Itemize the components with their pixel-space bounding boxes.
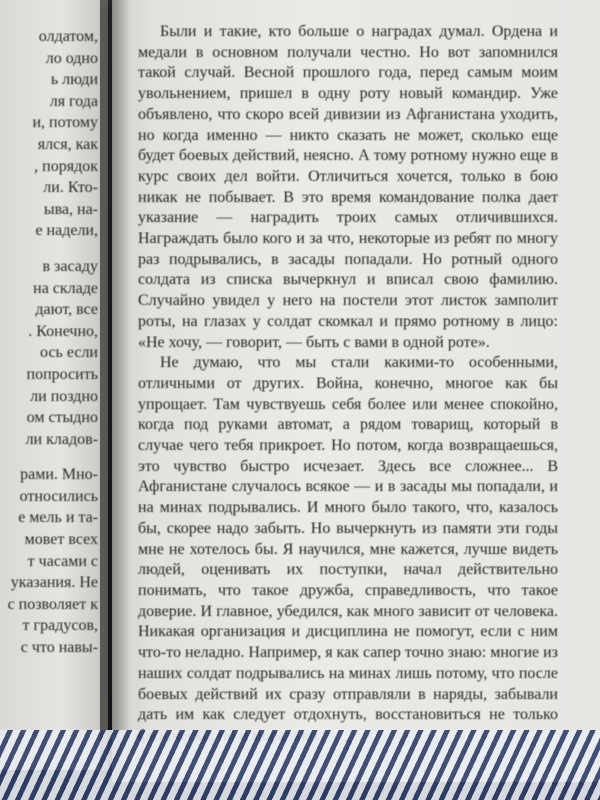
left-page-line: дают, все	[35, 301, 98, 319]
left-page-line: в засаду	[42, 257, 98, 275]
left-page-line: ялся, как	[37, 135, 98, 153]
left-page-line: е мель и та-	[18, 509, 98, 527]
left-page-line: ом стыдно	[26, 409, 98, 427]
left-page-line: ыва, на-	[43, 200, 98, 218]
left-page-line: т градусов,	[22, 617, 98, 635]
left-page-line	[0, 242, 98, 256]
left-page-text	[0, 26, 98, 659]
left-page-line: и, потому	[32, 114, 98, 132]
left-page-line: с позволяет к	[7, 595, 98, 613]
page-body	[138, 22, 558, 747]
left-page-line: ло одно	[45, 49, 98, 67]
book-spine-shadow	[100, 0, 130, 780]
left-page-line: указания. Не	[10, 574, 98, 592]
left-page-line: , порядок	[34, 157, 98, 175]
left-page-line: т часами с	[27, 552, 98, 570]
right-page	[112, 0, 600, 782]
left-page-line: ля года	[49, 92, 98, 110]
paragraph: Не думаю, что мы стали какими-то особенными, отличными от других. Война, конечно, многое как бы упрощает. Там чувствуешь себя более или менее спокойно, когда под руками автомат, а рядом товарищ, который в случае чего тебя прикроет. Но потом, когда возвращаешься, это чувство быстро исчезает. Здесь все сложнее... В Афганистане случалось всякое — и в засады мы попадали, и на минах подрывались. И много было такого, что, казалось бы, скорее надо забыть. Но вычеркнуть из памяти эти годы мне не хотелось бы. Я научился, мне кажется, лучше видеть людей, оценивать их поступки, начал действительно понимать, что такое дружба, справедливость, что такое доверие. И главное, убедился, как много зависит от человека. Никакая организация и дисциплина не помогут, если с ним что-то неладно. Например, я как сапер точно знаю: многие из наших солдат подрывались на минах лишь потому, что после боевых действий их сразу отправляли в наряды, забывали дать им как следует отдохнуть, восстановиться не только	[138, 354, 558, 724]
left-page-line: с что навы-	[20, 639, 98, 657]
striped-cloth	[0, 730, 600, 800]
left-page-line: ли кладов-	[25, 430, 98, 448]
left-page-line: на складе	[33, 279, 98, 297]
left-page-line: относились	[19, 487, 98, 505]
left-page-line: олдатом,	[38, 28, 98, 45]
paragraph: Были и такие, кто больше о наградах думал. Ордена и медали в основном получали честно. Но вот запомнился такой случай. Весной прошлого года, перед самым моим увольнением, пришел в одну роту новый командир. Уже объявлено, что скоро всей дивизии из Афганистана уходить, но когда именно — никто сказать не может, сколько еще будет боевых действий, неясно. А тому ротному нужно еще в курс своих дел войти. Отличиться хочется, только в бою никак не побывает. В это время командование полка дает указание — наградить троих самых отличившихся. Награждать было кого и за что, некоторые из ребят по многу раз подрывались, в засады попадали. Но ротный одного солдата из списка вычеркнул и вписал свою фамилию. Случайно увидел у него на постели этот листок замполит роты, на глазах у солдат скомкал и прямо ротному в лицо: «Не хочу, — говорит, — быть с вами в одной роте».	[138, 23, 558, 351]
left-page	[0, 0, 108, 770]
left-page-line: ли поздно	[30, 387, 98, 405]
left-page-line	[0, 450, 98, 464]
left-page-line: рами. Мно-	[20, 466, 98, 484]
left-page-line: е надели,	[35, 222, 98, 240]
left-page-line: . Конечно,	[28, 322, 98, 340]
left-page-line: попросить	[26, 365, 98, 383]
left-page-line: ь люди	[50, 71, 98, 89]
left-page-line: мовет всех	[24, 531, 98, 549]
left-page-line: ось если	[40, 344, 98, 362]
left-page-line: ли. Кто-	[43, 179, 98, 197]
